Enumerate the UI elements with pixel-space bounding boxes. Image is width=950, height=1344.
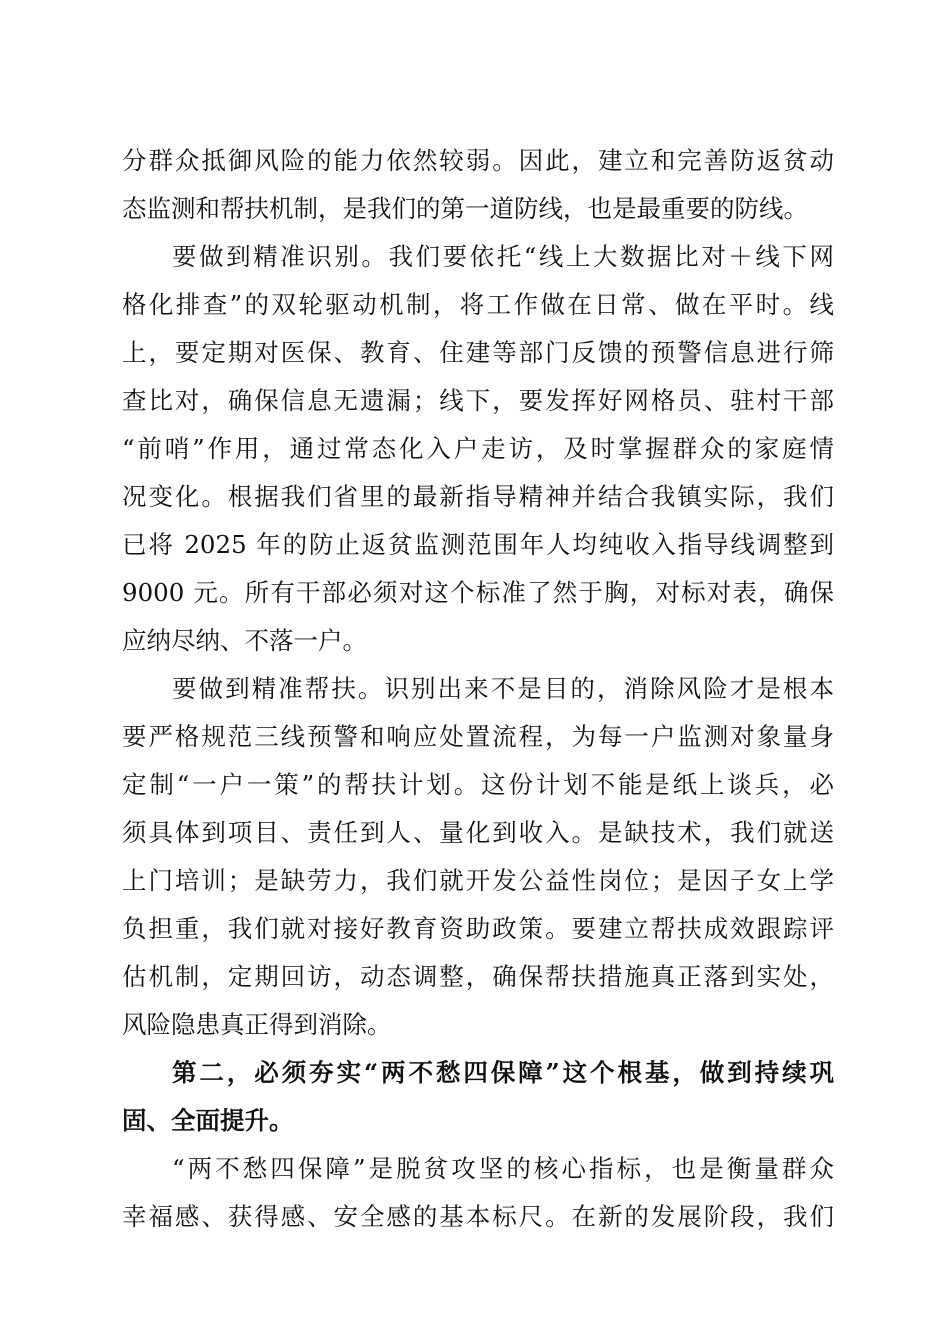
paragraph-line: 已将 2025 年的防止返贫监测范围年人均纯收入指导线调整到 <box>122 530 834 559</box>
paragraph-line: 要做到精准帮扶。识别出来不是目的，消除风险才是根本 <box>172 674 834 703</box>
paragraph-line: 须具体到项目、责任到人、量化到收入。是缺技术，我们就送 <box>122 818 834 847</box>
section-heading-line: 第二，必须夯实“两不愁四保障”这个根基，做到持续巩 <box>172 1058 834 1087</box>
paragraph-line: “两不愁四保障”是脱贫攻坚的核心指标，也是衡量群众 <box>172 1154 834 1183</box>
paragraph-line: 负担重，我们就对接好教育资助政策。要建立帮扶成效跟踪评 <box>122 914 834 943</box>
paragraph-line: 定制“一户一策”的帮扶计划。这份计划不能是纸上谈兵，必 <box>122 770 834 799</box>
paragraph-line: 上门培训；是缺劳力，我们就开发公益性岗位；是因子女上学 <box>122 866 834 895</box>
paragraph-line: 应纳尽纳、不落一户。 <box>122 626 367 655</box>
paragraph-line: 态监测和帮扶机制，是我们的第一道防线，也是最重要的防线。 <box>122 194 808 223</box>
paragraph-line: “前哨”作用，通过常态化入户走访，及时掌握群众的家庭情 <box>122 434 834 463</box>
paragraph-line: 要做到精准识别。我们要依托“线上大数据比对＋线下网 <box>172 242 834 271</box>
paragraph-line: 要严格规范三线预警和响应处置流程，为每一户监测对象量身 <box>122 722 834 751</box>
paragraph-line: 风险隐患真正得到消除。 <box>122 1010 392 1039</box>
paragraph-line: 分群众抵御风险的能力依然较弱。因此，建立和完善防返贫动 <box>122 146 834 175</box>
paragraph-line: 格化排查”的双轮驱动机制，将工作做在日常、做在平时。线 <box>122 290 834 319</box>
paragraph-line: 上，要定期对医保、教育、住建等部门反馈的预警信息进行筛 <box>122 338 834 367</box>
paragraph-line: 幸福感、获得感、安全感的基本标尺。在新的发展阶段，我们 <box>122 1202 834 1231</box>
paragraph-line: 查比对，确保信息无遗漏；线下，要发挥好网格员、驻村干部 <box>122 386 834 415</box>
paragraph-line: 9000 元。所有干部必须对这个标准了然于胸，对标对表，确保 <box>122 578 834 607</box>
paragraph-line: 况变化。根据我们省里的最新指导精神并结合我镇实际，我们 <box>122 482 834 511</box>
paragraph-line: 估机制，定期回访，动态调整，确保帮扶措施真正落到实处， <box>122 962 834 991</box>
section-heading-line: 固、全面提升。 <box>122 1106 294 1135</box>
